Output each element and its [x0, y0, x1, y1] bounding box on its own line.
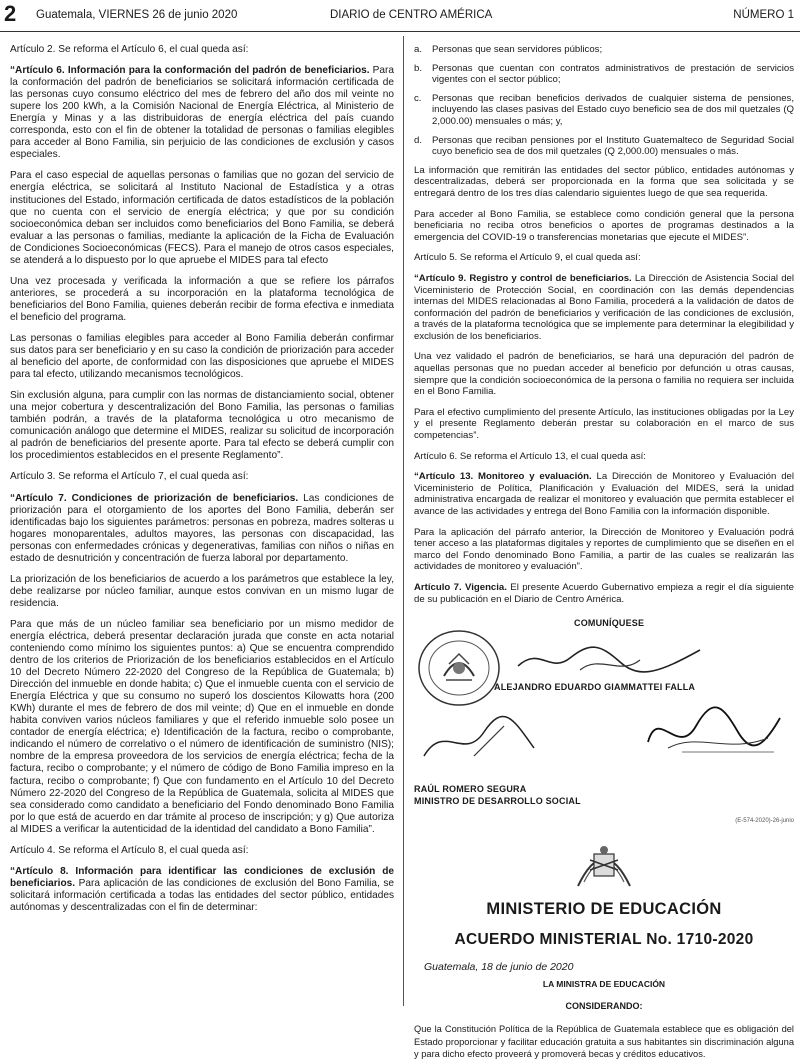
list-letter: b.: [414, 62, 423, 74]
president-signature-icon: [510, 636, 710, 680]
header-date: Guatemala, VIERNES 26 de junio 2020: [36, 9, 238, 21]
paragraph-info-remit: La información que remitirán las entidades del sector público, entidades autónomas y descentralizadas, deberá ser proporcionada en la forma que sea solicitada y se entregará dentro de los tres días calendario siguientes luego de que sea requerida.: [414, 164, 794, 199]
paragraph-incorporation: Una vez procesada y verificada la información a que se refiere los párrafos anteriores, se procederá a su incorporación en la plataforma tecnológica de beneficiarios del Bono Familia, quienes deberán recibir de forma efectiva e inmediata el beneficio del programa.: [10, 275, 394, 323]
ministry-title: MINISTERIO DE EDUCACIÓN: [486, 900, 722, 919]
article-8-text: [10, 866, 394, 914]
article-7-text: [10, 493, 394, 565]
signer-president: ALEJANDRO EDUARDO GIAMMATTEI FALLA: [494, 682, 696, 693]
article-9-title: “Artículo 9. Registro y control de beneficiarios.: [414, 272, 632, 284]
list-text: Personas que reciban beneficios derivados de cualquier sistema de pensiones, incluyendo las clases pasivas del Estado cuyo beneficio sea de dos mil quetzales (Q 2,000.00) mensuales o más; y,: [432, 92, 794, 127]
reform-article-3: Artículo 3. Se reforma el Artículo 7, el cual queda así:: [10, 471, 249, 483]
right-column: [414, 44, 795, 1060]
article-6-text: [10, 65, 394, 161]
acuerdo-title: ACUERDO MINISTERIAL No. 1710-2020: [454, 931, 754, 949]
article-13-text: [414, 471, 794, 517]
list-letter: d.: [414, 134, 423, 146]
list-item: [414, 44, 794, 56]
considerando-heading: CONSIDERANDO:: [565, 1001, 643, 1012]
list-item: [414, 93, 794, 128]
list-letter: c.: [414, 92, 422, 104]
article-13-body: La Dirección de Monitoreo y Evaluación del Viceministerio de Política, Planificación y Evaluación del MIDES, será la unidad administrativa encargada de realizar el monitoreo y evaluación que permita establecer el avance de las actividades y entrega del Bono Familia con la información disponible.: [414, 471, 794, 517]
article-6-body: Para la conformación del padrón de beneficiarios se solicitará información certificada de las personas cuyo consumo eléctrico del mes de febrero del año dos mil veinte no supere los 200 kWh, a la Comisión Nacional de Energía Eléctrica, al Ministerio de Energía y Minas y a las distribuidoras de energía eléctrica del país cuando corresponda, esto con el fin de obtener la totalidad de personas o familias elegibles para acceder al Bono Familia, sin perjuicio de las condiciones de exclusión y casos especiales.: [10, 65, 394, 161]
considerando-text: Que la Constitución Política de la República de Guatemala establece que es obligación del Estado proporcionar y facilitar educación gratuita a sus habitantes sin discriminación alguna y para dicho efecto proveerá y promoverá becas y créditos educativos.: [414, 1024, 794, 1060]
issue-number: NÚMERO 1: [733, 9, 794, 21]
minister-signature-icon: [414, 712, 554, 768]
list-text: Personas que reciban pensiones por el Instituto Guatemalteco de Seguridad Social cuyo beneficio sea de dos mil quetzales (Q 2,000.00) mensuales o más.: [432, 134, 794, 158]
signer-minister-name: RAÚL ROMERO SEGURA: [414, 784, 527, 795]
article-7-title: “Artículo 7. Condiciones de priorización de beneficiarios.: [10, 492, 299, 504]
left-column: [10, 44, 394, 1006]
reform-article-6: Artículo 6. Se reforma el Artículo 13, el cual queda así:: [414, 450, 646, 462]
reform-article-5: Artículo 5. Se reforma el Artículo 9, el cual queda así:: [414, 252, 641, 264]
article-13-title: “Artículo 13. Monitoreo y evaluación.: [414, 471, 592, 483]
article-8-title: “Artículo 8. Información para identificar las condiciones de exclusión de beneficiarios.: [10, 865, 394, 889]
presidency-seal-icon: [416, 628, 502, 708]
article-7-vigencia: [414, 582, 794, 605]
article-8-body: Para aplicación de las condiciones de exclusión del Bono Familia, se solicitará información certificada a todas las entidades del sector público, entidades autónomas y descentralizadas con el fin de determinar:: [10, 877, 394, 913]
paragraph-special-case: Para el caso especial de aquellas personas o familias que no gozan del servicio de energía eléctrica, se solicitará al Instituto Nacional de Estadística y a otras instituciones del Estado, información certificada de datos estadísticos de la población que no cuenta con el servicio de energía eléctrica; y que por su condición socioeconómica deban ser incluidos como beneficiarios del Bono Familia, se deberá evaluar a las personas o familias, mediante la aplicación de la Ficha de Evaluación de Condiciones Socioeconómicas (FECS). Para el manejo de otros casos especiales, se atenderá a lo dispuesto por lo que apruebe el MIDES para tal efecto: [10, 170, 394, 266]
paragraph-monitoring: Para la aplicación del párrafo anterior, la Dirección de Monitoreo y Evaluación podrá tener acceso a las plataformas digitales y reportes de cumplimiento que se diseñen en el marco del Fondo denominado Bono Familia, a partir de las cuales se realizarán las actividades de monitoreo y evaluación”.: [414, 526, 794, 573]
newspaper-name: DIARIO de CENTRO AMÉRICA: [330, 9, 493, 21]
paragraph-distancing: Sin exclusión alguna, para cumplir con las normas de distanciamiento social, obtener una mejor cobertura y descentralización del Bono Familia, las personas o familias también podrán, a través de la plataforma tecnológica u otro mecanismo de comunicación análogo que determine el MIDES, realizar su solicitud de incorporación al padrón de beneficiarios del presente aporte. Para tal efecto se deberá cumplir con los procedimientos establecidos en el presente Reglamento”.: [10, 390, 394, 462]
vigencia-title: Artículo 7. Vigencia.: [414, 581, 507, 593]
list-letter: a.: [414, 44, 423, 55]
list-text: Personas que cuentan con contratos administrativos de prestación de servicios vigentes con el sector público;: [432, 62, 794, 86]
reform-article-2: Artículo 2. Se reforma el Artículo 6, el cual queda así:: [10, 44, 249, 55]
paragraph-general-condition: Para acceder al Bono Familia, se establece como condición general que la persona beneficiaria no reciba otros beneficios o aportes de programas destinados a la emergencia del COVID-19 o transferencias monetarias que ejecute el MIDES”.: [414, 208, 794, 243]
place-date: Guatemala, 18 de junio de 2020: [424, 961, 574, 974]
column-divider: [403, 36, 404, 1006]
list-text: Personas que sean servidores públicos;: [432, 44, 603, 55]
paragraph-prioritization: La priorización de los beneficiarios de acuerdo a los parámetros que establece la ley, debe realizarse por núcleo familiar, aunque estos convivan en un mismo lugar de residencia.: [10, 573, 394, 609]
secretary-signature-icon: [638, 702, 788, 764]
page-number: 2: [4, 1, 17, 26]
article-7-body: Las condiciones de priorización para el otorgamiento de los aportes del Bono Familia, deberán ser identificadas bajo los siguientes parámetros: personas en pobreza, madres solteras u hogares monoparentales, adultos mayores, las personas con discapacidad, las personas con enfermedades crónicas y degenerativas, familias con niños o niñas en estado de desnutrición y concentración de fuerza laboral por departamento.: [10, 492, 394, 564]
list-item: [414, 63, 794, 86]
minister-heading: LA MINISTRA DE EDUCACIÓN: [542, 979, 666, 990]
coat-of-arms-icon: [572, 836, 636, 890]
article-6-title: “Artículo 6. Información para la conformación del padrón de beneficiarios.: [10, 65, 370, 77]
paragraph-confirmation: Las personas o familias elegibles para acceder al Bono Familia deberán confirmar sus datos para ser beneficiario y en su caso la condición de priorización para acceder al beneficio del aporte, de conformidad con las disposiciones que apruebe el MIDES para tal efecto, utilizando mecanismos tecnológicos.: [10, 332, 394, 381]
comuniquese-label: COMUNÍQUESE: [574, 618, 645, 629]
signature-block: [414, 614, 794, 836]
page-header: [0, 0, 800, 32]
article-9-body: La Dirección de Asistencia Social del Viceministerio de Protección Social, en coordinación con las demás dependencias internas del MIDES relacionadas al Bono Familia, procederá a la validación de datos de conformación del padrón de beneficiarios y verificación de las condiciones de exclusión, a través de la plataforma tecnológica que se implemente para determinar la elegibilidad y exclusión de los beneficiarios.: [414, 272, 795, 342]
list-item: [414, 135, 794, 158]
reform-article-4: Artículo 4. Se reforma el Artículo 8, el cual queda así:: [10, 844, 249, 856]
exclusion-list: [414, 44, 794, 158]
paragraph-compliance: Para el efectivo cumplimiento del presente Artículo, las instituciones obligadas por la Ley y el presente Reglamento deberán prestar su colaboración en el marco de sus competencias”.: [414, 406, 794, 442]
signer-minister-role: MINISTRO DE DESARROLLO SOCIAL: [414, 796, 581, 807]
publication-ref: (E-574-2020)-26-junio: [735, 818, 794, 825]
vigencia-body: El presente Acuerdo Gubernativo empieza a regir el día siguiente de su publicación en el Diario de Centro América.: [414, 581, 794, 605]
paragraph-sworn-declaration: Para que más de un núcleo familiar sea beneficiario por un mismo medidor de energía eléctrica, deberá presentar declaración jurada que conste en acta notarial conteniendo como mínimo los siguientes puntos: a) Que se encuentra comprendido dentro de los criterios de Priorización de los beneficiarios establecidos en el Artículo 10 del Decreto Número 22-2020 del Congreso de la República de Guatemala; b) Dirección del inmueble en donde habita; c) Que el inmueble cuenta con el servicio de Energía Eléctrica y que su consumo no superó los doscientos Kilowatts hora (200 KWh) durante el mes de febrero de dos mil veinte; d) Que en el inmueble en donde habita conviven varios núcleos familiares y que el referido inmueble solo posee un contador de energía eléctrica; e) Identificación de la factura, recibo o comprobante, indicando el número de correlativo o el número de identificación de suministro (NIS); nombre de la empresa proveedora de los servicios de energía eléctrica; fecha de la factura, recibo o comprobante; y el número de código de Bono Familia impreso en la factura, recibo o comprobante; f) Que con fundamento en el Artículo 10 del Decreto Número 22-2020 del Congreso de la República de Guatemala, solicita al MIDES que sea considerado como candidato a beneficiario del Fondo denominado Bono Familia por lo que está de acuerdo en dar trámite al proceso de inscripción; y g) Que autoriza al MIDES a verificar la autenticidad de la identidad del candidato a Bono Familia”.: [10, 618, 394, 835]
paragraph-depuration: Una vez validado el padrón de beneficiarios, se hará una depuración del padrón de aquellas personas que no puedan acceder al beneficio por defunción u otras causas, siempre que la condición socioeconómica de la persona o familia no requiera ser incluida en el Bono Familia.: [414, 351, 794, 398]
article-9-text: [414, 273, 794, 343]
